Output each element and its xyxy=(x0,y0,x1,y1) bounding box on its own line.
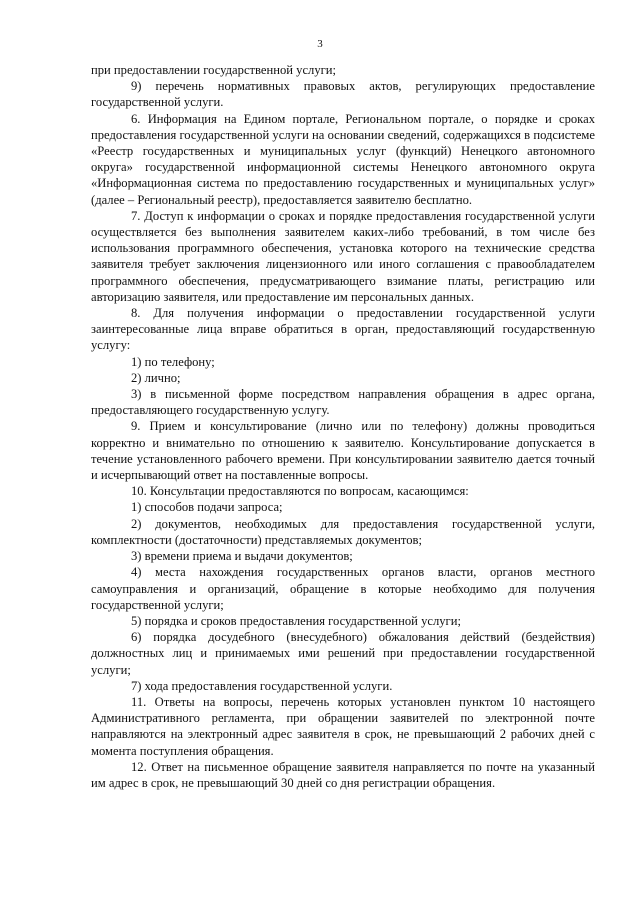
paragraph: 5) порядка и сроков предоставления государственной услуги; xyxy=(131,613,461,628)
document-body xyxy=(91,62,595,791)
paragraph: 1) по телефону; xyxy=(131,354,215,369)
paragraph: 3) времени приема и выдачи документов; xyxy=(131,549,353,564)
paragraph: 4) места нахождения государственных органов власти, органов местного самоуправления и организаций, обращение в которые необходимо для получения государственной услуги; xyxy=(91,565,595,612)
paragraph: 6) порядка досудебного (внесудебного) обжалования действий (бездействия) должностных лиц и принимаемых ими решений при предоставлении государственной услуги; xyxy=(91,630,595,677)
paragraph: 1) способов подачи запроса; xyxy=(131,500,283,515)
paragraph: 8. Для получения информации о предоставлении государственной услуги заинтересованные лица вправе обратиться в орган, предоставляющий государственную услугу: xyxy=(91,306,595,353)
paragraph: 3) в письменной форме посредством направления обращения в адрес органа, предоставляющего государственную услугу. xyxy=(91,387,595,418)
page-number: 3 xyxy=(317,38,323,50)
paragraph-continuation: при предоставлении государственной услуги; xyxy=(91,63,337,77)
paragraph: 7) хода предоставления государственной услуги. xyxy=(131,678,393,693)
paragraph: 9. Прием и консультирование (лично или по телефону) должны проводиться корректно и внимательно по отношению к заявителю. Консультирование допускается в течение установленного рабочего времени. При консультировании заявителю дается точный и исчерпывающий ответ на поставленные вопросы. xyxy=(91,419,595,483)
paragraph: 2) документов, необходимых для предоставления государственной услуги, комплектности (достаточности) представляемых документов; xyxy=(91,516,595,547)
paragraph: 12. Ответ на письменное обращение заявителя направляется по почте на указанный им адрес в срок, не превышающий 30 дней со дня регистрации обращения. xyxy=(91,759,595,790)
paragraph: 11. Ответы на вопросы, перечень которых установлен пунктом 10 настоящего Административного регламента, при обращении заявителей по электронной почте направляются на электронный адрес заявителя в срок, не превышающий 2 рабочих дней с момента поступления обращения. xyxy=(91,694,595,758)
paragraph: 10. Консультации предоставляются по вопросам, касающимся: xyxy=(131,484,469,499)
paragraph: 9) перечень нормативных правовых актов, регулирующих предоставление государственной услуги. xyxy=(91,79,595,110)
paragraph: 7. Доступ к информации о сроках и порядке предоставления государственной услуги осуществляется без выполнения заявителем каких-либо требований, в том числе без использования программного обеспечения, установка которого на технические средства заявителя требует заключения лицензионного или иного соглашения с правообладателем программного обеспечения, предусматривающего взимание платы, регистрацию или авторизацию заявителя, или предоставление им персональных данных. xyxy=(91,208,595,304)
paragraph: 6. Информация на Едином портале, Региональном портале, о порядке и сроках предоставления государственной услуги на основании сведений, содержащихся в подсистеме «Реестр государственных и муниципальных услуг (функций) Ненецкого автономного округа» государственной информационной системы Ненецкого автономного округа «Информационная система по предоставлению государственных и муниципальных услуг» (далее – Региональный реестр), предоставляется заявителю бесплатно. xyxy=(91,111,595,207)
paragraph: 2) лично; xyxy=(131,370,181,385)
